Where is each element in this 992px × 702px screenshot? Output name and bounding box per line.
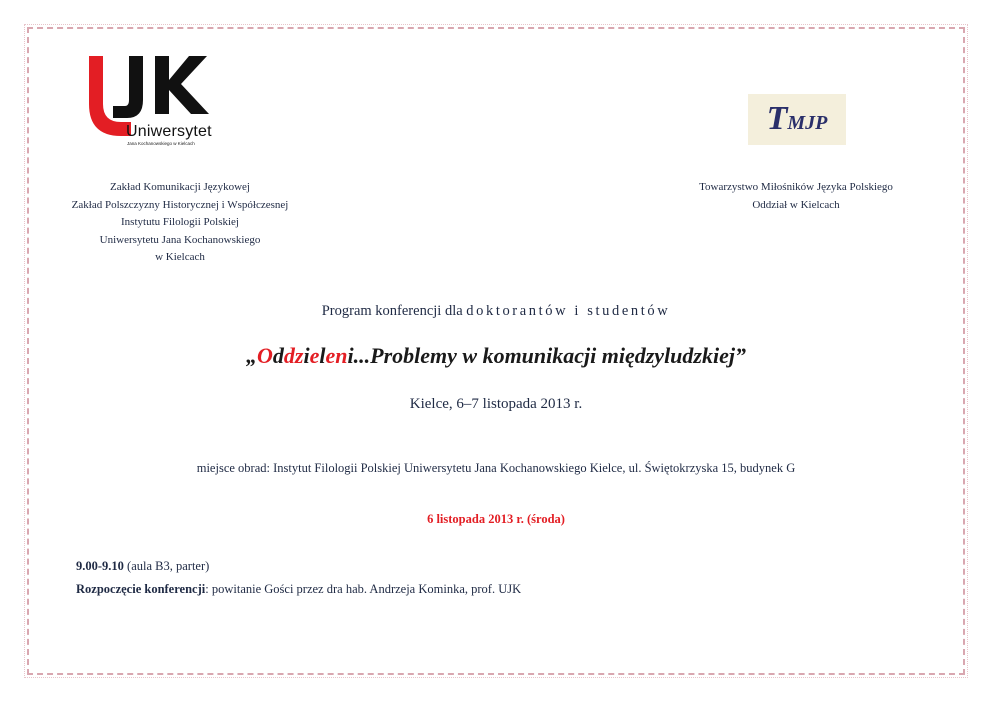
program-prefix: Program konferencji dla — [321, 303, 467, 319]
schedule-event-desc: : powitanie Gości przez dra hab. Andrzeja Kominka, prof. UJK — [205, 582, 522, 596]
title-part: l — [319, 343, 326, 368]
left-org-line: Instytutu Filologii Polskiej — [121, 216, 239, 229]
left-org-line: Zakład Polszczyzny Historycznej i Współczesnej — [71, 198, 289, 211]
title-open-quote: „ — [246, 343, 258, 368]
tmjp-big-letter: T — [766, 100, 788, 137]
right-organizer — [676, 179, 916, 214]
right-org-line: Oddział w Kielcach — [752, 198, 840, 211]
left-org-line: Zakład Komunikacji Językowej — [110, 181, 250, 193]
left-org-line: w Kielcach — [155, 251, 205, 264]
day-heading: 6 listopada 2013 r. (środa) — [427, 512, 565, 526]
title-part: e — [325, 343, 336, 368]
ujk-name: Uniwersytet — [126, 123, 212, 140]
title-part: i — [303, 343, 310, 368]
right-org-line: Towarzystwo Miłośników Języka Polskiego — [699, 181, 893, 193]
title-part: dz — [283, 343, 304, 368]
left-organizer — [40, 179, 320, 267]
schedule-event — [76, 582, 521, 597]
title-rest: ...Problemy w komunikacji międzyludzkiej” — [353, 343, 746, 368]
tmjp-logo-text — [748, 102, 846, 140]
title-part: n — [335, 343, 348, 368]
program-audience: doktorantów i studentów — [466, 303, 671, 319]
schedule-room: (aula B3, parter) — [123, 559, 210, 573]
title-part: d — [272, 343, 284, 368]
schedule-time — [76, 559, 209, 574]
conference-date: Kielce, 6–7 listopada 2013 r. — [409, 396, 583, 412]
ujk-subtitle: Jana Kochanowskiego w Kielcach — [127, 141, 195, 146]
tmjp-logo — [748, 94, 846, 145]
tmjp-small-letters: MJP — [787, 112, 828, 134]
schedule-event-title: Rozpoczęcie konferencji — [76, 582, 206, 596]
venue: miejsce obrad: Instytut Filologii Polskiej Uniwersytetu Jana Kochanowskiego Kielce, ul. Świętokrzyska 15, budynek G — [196, 461, 796, 475]
left-org-line: Uniwersytetu Jana Kochanowskiego — [99, 233, 261, 246]
title-part: i — [347, 343, 354, 368]
conference-title — [0, 343, 992, 369]
program-heading — [0, 303, 992, 320]
title-part: e — [309, 343, 320, 368]
schedule-time-range: 9.00-9.10 — [76, 559, 124, 573]
title-part: O — [257, 343, 273, 368]
